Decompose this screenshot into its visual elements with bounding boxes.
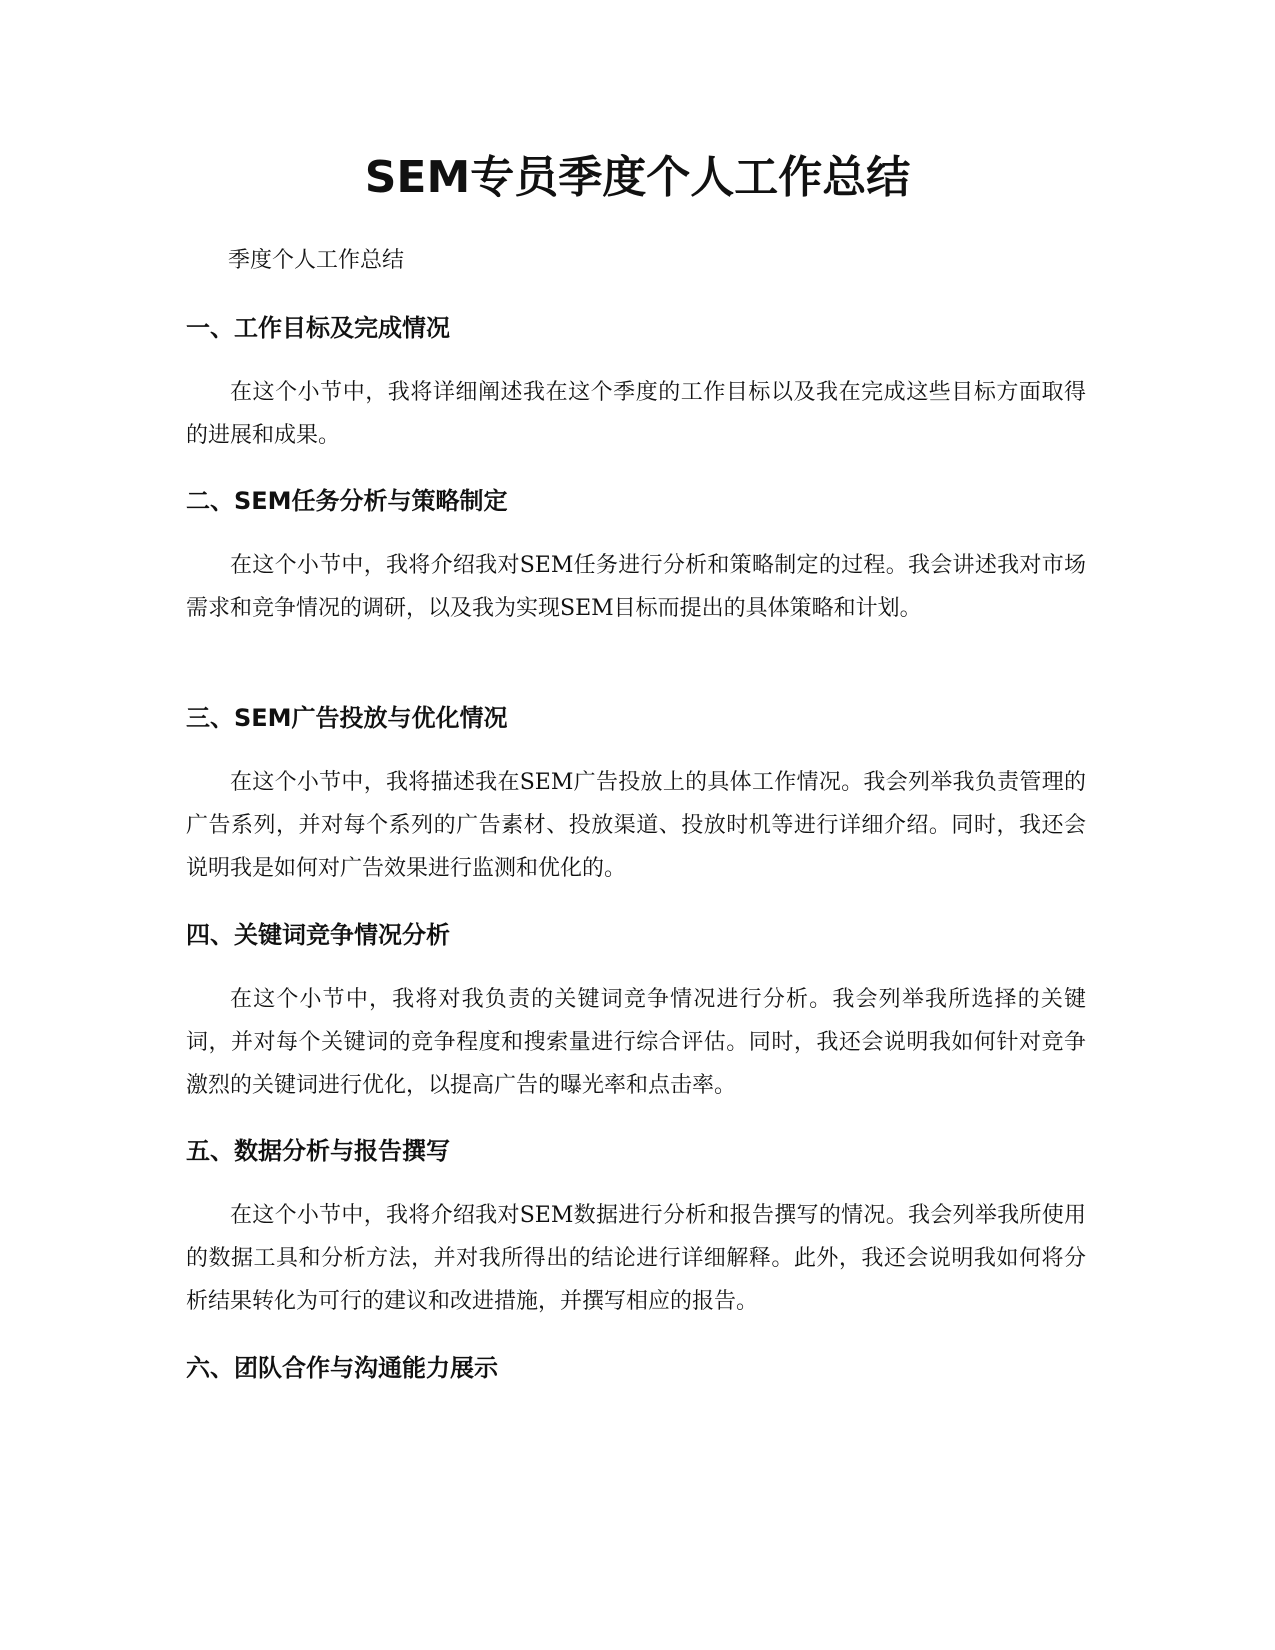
section-heading-reporting: 五、数据分析与报告撰写: [186, 1137, 450, 1165]
section-body-goals: 在这个小节中，我将详细阐述我在这个季度的工作目标以及我在完成这些目标方面取得的进展和成果。: [186, 380, 1086, 448]
document-subtitle: 季度个人工作总结: [228, 248, 405, 273]
section-body-keywords: 在这个小节中，我将对我负责的关键词竞争情况进行分析。我会列举我所选择的关键词，并对每个关键词的竞争程度和搜索量进行综合评估。同时，我还会说明我如何针对竞争激烈的关键词进行优化，以提高广告的曝光率和点击率。: [186, 987, 1086, 1098]
section-body-reporting: 在这个小节中，我将介绍我对SEM数据进行分析和报告撰写的情况。我会列举我所使用的数据工具和分析方法，并对我所得出的结论进行详细解释。此外，我还会说明我如何将分析结果转化为可行的建议和改进措施，并撰写相应的报告。: [186, 1203, 1086, 1314]
document-title: SEM专员季度个人工作总结: [364, 152, 911, 203]
section-body-strategy: 在这个小节中，我将介绍我对SEM任务进行分析和策略制定的过程。我会讲述我对市场需求和竞争情况的调研，以及我为实现SEM目标而提出的具体策略和计划。: [186, 553, 1086, 621]
section-heading-strategy: 二、SEM任务分析与策略制定: [186, 487, 508, 515]
section-heading-goals: 一、工作目标及完成情况: [186, 314, 450, 342]
section-body-ads: 在这个小节中，我将描述我在SEM广告投放上的具体工作情况。我会列举我负责管理的广告系列，并对每个系列的广告素材、投放渠道、投放时机等进行详细介绍。同时，我还会说明我是如何对广告效果进行监测和优化的。: [186, 770, 1086, 881]
section-heading-keywords: 四、关键词竞争情况分析: [186, 921, 450, 949]
section-heading-teamwork: 六、团队合作与沟通能力展示: [186, 1354, 498, 1382]
section-heading-ads: 三、SEM广告投放与优化情况: [186, 704, 508, 732]
